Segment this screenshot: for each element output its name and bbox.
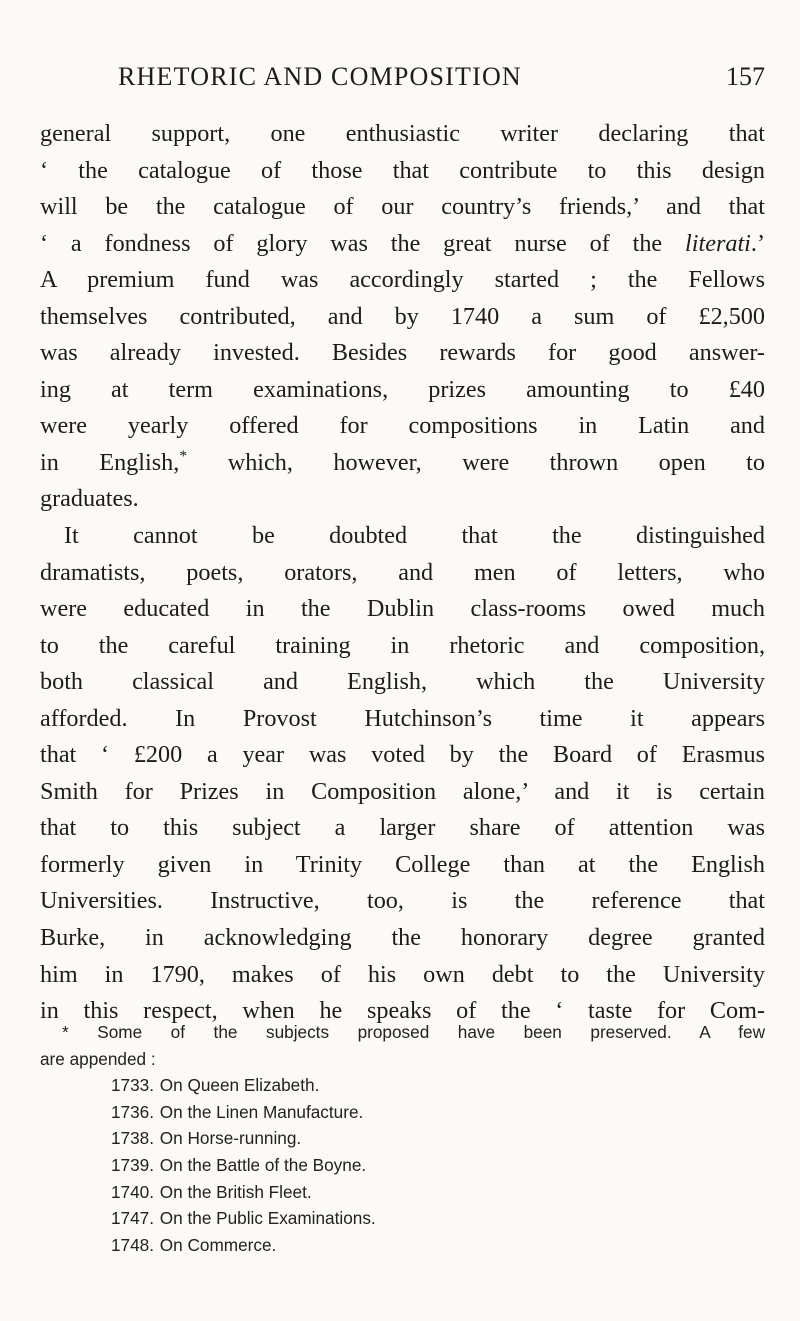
- subject-year: 1747.: [111, 1208, 155, 1229]
- subject-title: On the Linen Manufacture.: [159, 1101, 364, 1122]
- paragraph-2: [40, 518, 765, 1030]
- subject-title: On the British Fleet.: [159, 1181, 312, 1202]
- footnote-marker: *: [179, 447, 188, 465]
- text-line-with-italic: ‘ a fondness of glory was the great nurse of the literati.’: [40, 229, 765, 257]
- subject-year: 1740.: [111, 1181, 155, 1202]
- text-line: general support, one enthusiastic writer declaring that: [40, 120, 765, 147]
- page-number: 157: [726, 62, 765, 91]
- text-line: Universities. Instructive, too, is the reference that: [40, 887, 765, 915]
- text-line: graduates.: [40, 485, 139, 513]
- list-item: [111, 1179, 765, 1206]
- list-item: [111, 1099, 765, 1126]
- running-title: RHETORIC AND COMPOSITION: [118, 62, 522, 91]
- footnote-intro: * Some of the subjects proposed have been preserved. A few: [62, 1022, 765, 1042]
- text-line: A premium fund was accordingly started ; the Fellows: [40, 266, 765, 294]
- text-line: afforded. In Provost Hutchinson’s time it appears: [40, 704, 765, 732]
- text-line: both classical and English, which the University: [40, 668, 765, 696]
- list-item: [111, 1152, 765, 1179]
- text-line: was already invested. Besides rewards for good answer-: [40, 339, 765, 367]
- text-line-with-footnote-mark: in English,* which, however, were thrown open to: [40, 447, 765, 476]
- text-line: Smith for Prizes in Composition alone,’ and it is certain: [40, 777, 765, 805]
- subject-title: On the Battle of the Boyne.: [159, 1154, 367, 1175]
- running-head: [40, 62, 765, 96]
- text-line: were yearly offered for compositions in Latin and: [40, 412, 765, 440]
- subject-title: On Commerce.: [159, 1234, 277, 1255]
- text-line: will be the catalogue of our country’s friends,’ and that: [40, 193, 765, 221]
- subject-year: 1738.: [111, 1128, 155, 1149]
- list-item: [111, 1072, 765, 1099]
- body-text: [40, 116, 765, 1030]
- footnote: [40, 1019, 765, 1258]
- list-item: [111, 1125, 765, 1152]
- text-line: formerly given in Trinity College than at the English: [40, 850, 765, 878]
- text-line: themselves contributed, and by 1740 a sum of £2,500: [40, 302, 765, 330]
- subject-year: 1748.: [111, 1234, 155, 1255]
- subject-year: 1739.: [111, 1154, 155, 1175]
- text-line: to the careful training in rhetoric and composition,: [40, 631, 765, 659]
- text-line: that ‘ £200 a year was voted by the Board of Erasmus: [40, 741, 765, 769]
- italic-word: literati: [685, 229, 751, 257]
- text-line: dramatists, poets, orators, and men of letters, who: [40, 558, 765, 586]
- text-line: ‘ the catalogue of those that contribute to this design: [40, 156, 765, 184]
- list-item: [111, 1232, 765, 1259]
- footnote-subject-list: [40, 1072, 765, 1258]
- text-line: that to this subject a larger share of attention was: [40, 814, 765, 842]
- text-line: ing at term examinations, prizes amounting to £40: [40, 375, 765, 403]
- text-line: It cannot be doubted that the distinguished: [64, 522, 765, 550]
- subject-title: On Queen Elizabeth.: [159, 1075, 320, 1096]
- text-line: Burke, in acknowledging the honorary degree granted: [40, 924, 765, 952]
- subject-title: On the Public Examinations.: [159, 1208, 376, 1229]
- text-line: him in 1790, makes of his own debt to the University: [40, 960, 765, 988]
- subject-year: 1733.: [111, 1075, 155, 1096]
- list-item: [111, 1205, 765, 1232]
- subject-title: On Horse-running.: [159, 1128, 302, 1149]
- text-line: in this respect, when he speaks of the ‘ taste for Com-: [40, 997, 765, 1025]
- paragraph-1: [40, 116, 765, 518]
- text-line: were educated in the Dublin class-rooms owed much: [40, 595, 765, 623]
- footnote-intro-continued: are appended :: [40, 1048, 156, 1069]
- subject-year: 1736.: [111, 1101, 155, 1122]
